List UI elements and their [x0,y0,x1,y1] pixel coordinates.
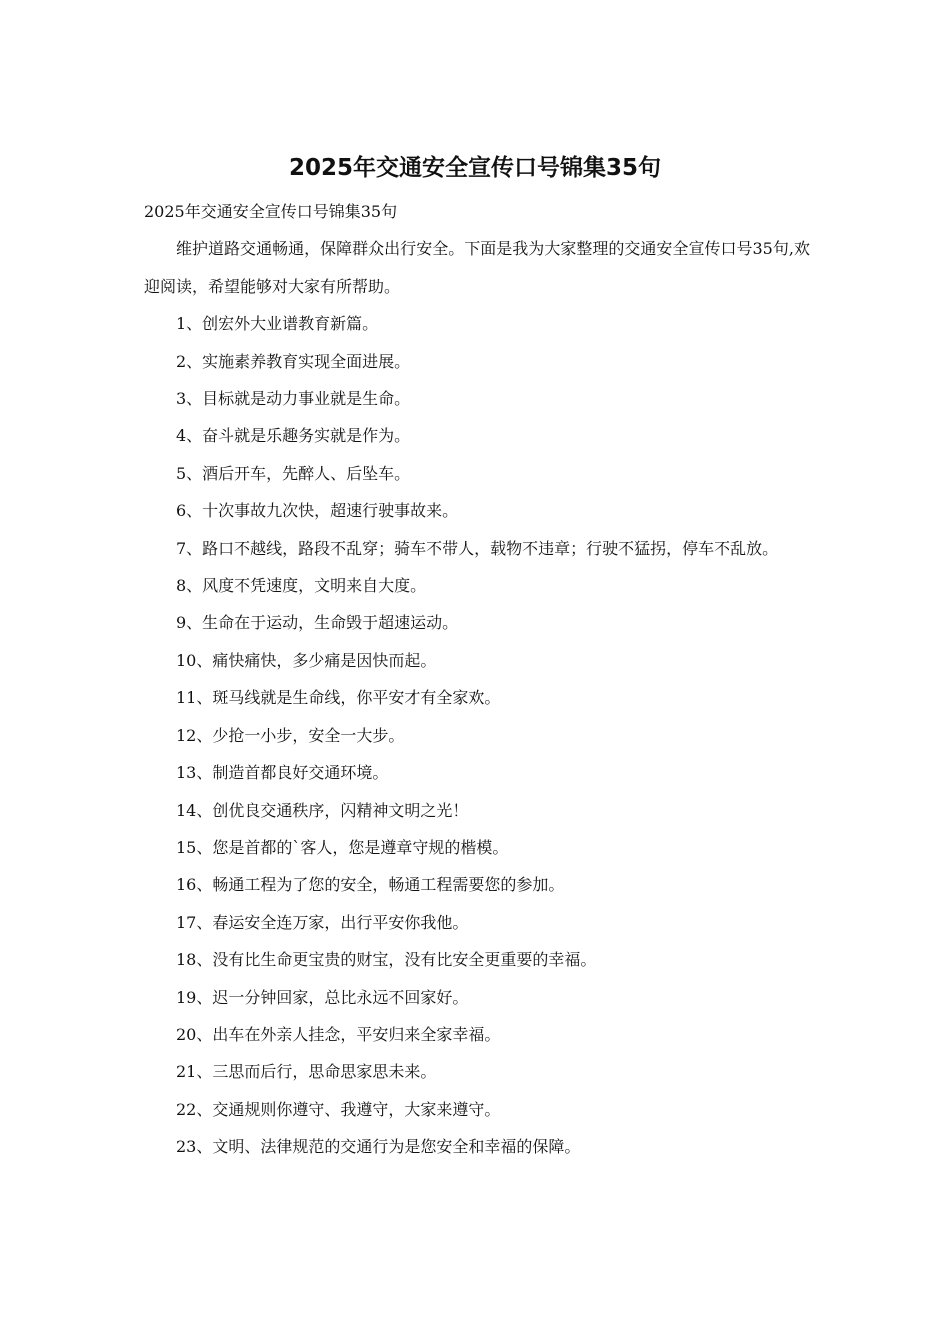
slogan-item: 7、路口不越线，路段不乱穿；骑车不带人，载物不违章；行驶不猛拐，停车不乱放。 [176,538,779,558]
slogan-item: 6、十次事故九次快，超速行驶事故来。 [176,501,459,521]
slogan-item: 21、三思而后行，思命思家思未来。 [176,1062,437,1082]
slogan-item: 20、出车在外亲人挂念，平安归来全家幸福。 [176,1024,501,1044]
slogan-item: 16、畅通工程为了您的安全，畅通工程需要您的参加。 [176,875,565,895]
slogan-item: 13、制造首都良好交通环境。 [176,763,389,783]
document-body [144,193,810,1166]
slogan-item: 5、酒后开车，先醉人、后坠车。 [176,463,411,483]
slogan-item: 9、生命在于运动，生命毁于超速运动。 [176,613,459,633]
slogan-item: 17、春运安全连万家，出行平安你我他。 [176,912,469,932]
slogan-item: 22、交通规则你遵守、我遵守，大家来遵守。 [176,1099,501,1119]
slogan-item: 10、痛快痛快，多少痛是因快而起。 [176,650,437,670]
slogan-item: 8、风度不凭速度，文明来自大度。 [176,576,427,596]
slogan-item: 12、少抢一小步，安全一大步。 [176,725,405,745]
slogan-item: 11、斑马线就是生命线，你平安才有全家欢。 [176,688,501,708]
slogan-item: 15、您是首都的`客人，您是遵章守规的楷模。 [176,837,509,857]
document-title: 2025年交通安全宣传口号锦集35句 [288,155,662,181]
slogan-item: 14、创优良交通秩序，闪精神文明之光！ [176,800,469,820]
intro-paragraph: 维护道路交通畅通，保障群众出行安全。下面是我为大家整理的交通安全宣传口号35句,欢迎阅读，希望能够对大家有所帮助。 [144,239,810,296]
slogan-item: 1、创宏外大业谱教育新篇。 [176,314,379,334]
document-subtitle: 2025年交通安全宣传口号锦集35句 [144,202,398,221]
slogan-item: 4、奋斗就是乐趣务实就是作为。 [176,426,411,446]
slogan-item: 19、迟一分钟回家，总比永远不回家好。 [176,987,469,1007]
slogan-item: 2、实施素养教育实现全面进展。 [176,351,411,371]
slogan-item: 18、没有比生命更宝贵的财宝，没有比安全更重要的幸福。 [176,950,597,970]
slogan-item: 3、目标就是动力事业就是生命。 [176,389,411,409]
slogan-item: 23、文明、法律规范的交通行为是您安全和幸福的保障。 [176,1137,581,1157]
